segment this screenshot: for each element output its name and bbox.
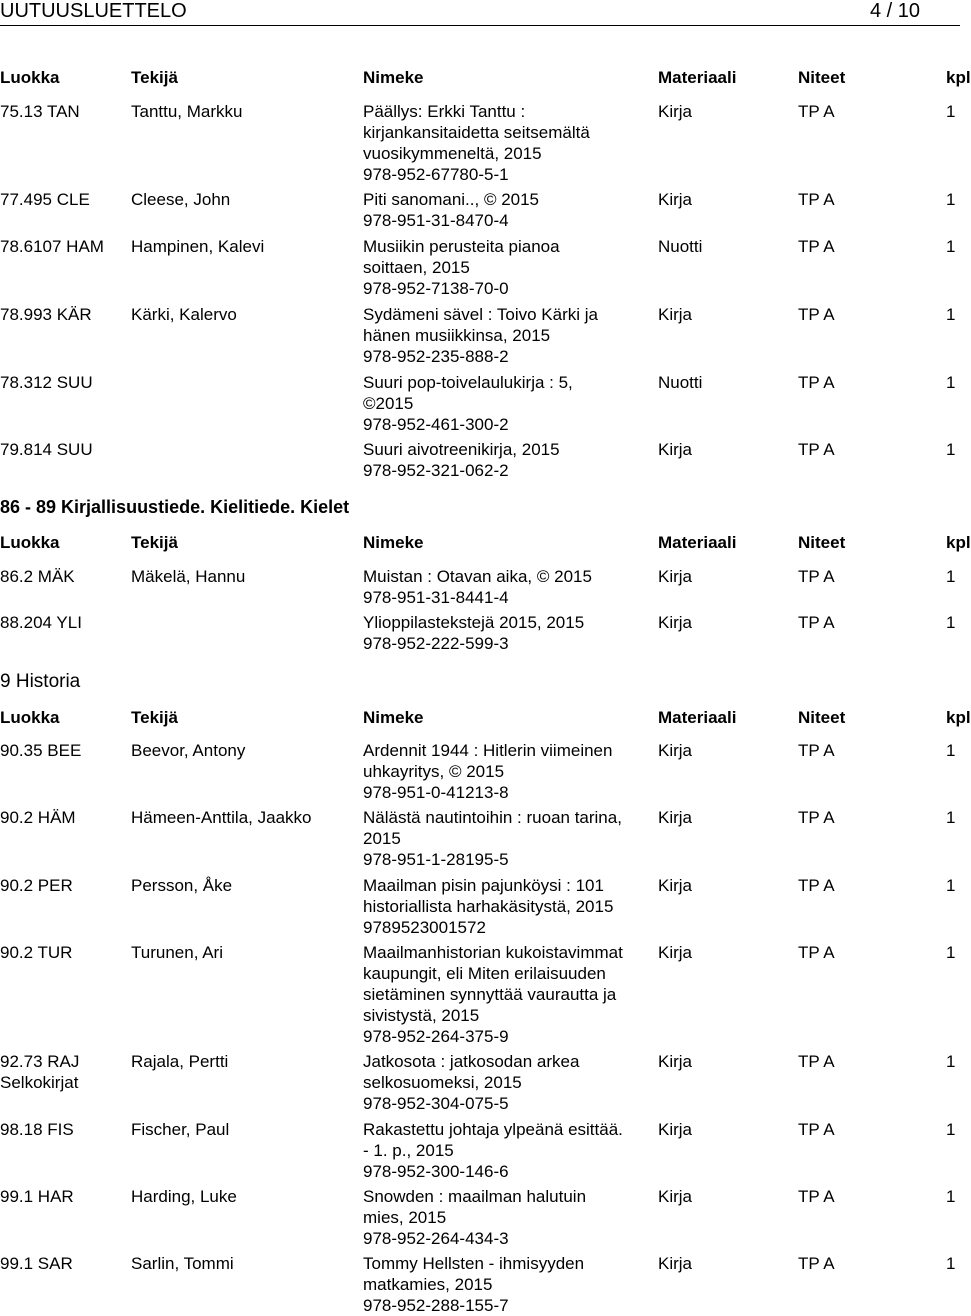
class-code xyxy=(0,807,76,828)
author: Turunen, Ari xyxy=(131,943,223,962)
count: 1 xyxy=(946,373,956,392)
column-luokka: Luokka xyxy=(0,68,60,87)
title-line: soittaen, 2015 xyxy=(363,258,470,277)
column-materiaali: Materiaali xyxy=(658,68,737,87)
count: 1 xyxy=(946,1120,956,1139)
count: 1 xyxy=(946,440,956,459)
title xyxy=(363,1186,586,1249)
column-header xyxy=(0,533,971,555)
title-line: 2015 xyxy=(363,829,401,848)
title-line: vuosikymmeneltä, 2015 xyxy=(363,144,542,163)
count: 1 xyxy=(946,613,956,632)
class-code-line: 99.1 SAR xyxy=(0,1254,73,1273)
column-nimeke: Nimeke xyxy=(363,708,424,727)
location: TP A xyxy=(798,102,835,121)
title-line: Musiikin perusteita pianoa xyxy=(363,237,560,256)
title-line: ©2015 xyxy=(363,394,414,413)
author: Persson, Åke xyxy=(131,876,233,895)
column-luokka: Luokka xyxy=(0,708,60,727)
class-code-line: 86.2 MÄK xyxy=(0,567,75,586)
title xyxy=(363,236,560,299)
material: Kirja xyxy=(658,876,693,895)
class-code xyxy=(0,1119,74,1140)
material: Kirja xyxy=(658,741,693,760)
count: 1 xyxy=(946,943,956,962)
location: TP A xyxy=(798,567,835,586)
count: 1 xyxy=(946,1052,956,1071)
class-code-line: 79.814 SUU xyxy=(0,440,93,459)
count: 1 xyxy=(946,305,956,324)
class-code xyxy=(0,875,73,896)
class-code-line: 90.2 TUR xyxy=(0,943,73,962)
title-line: Päällys: Erkki Tanttu : xyxy=(363,102,526,121)
title-line: 978-952-7138-70-0 xyxy=(363,279,509,298)
column-tekija: Tekijä xyxy=(131,68,178,87)
author: Sarlin, Tommi xyxy=(131,1254,234,1273)
material: Kirja xyxy=(658,102,693,121)
title xyxy=(363,740,612,803)
title-line: kirjankansitaidetta seitsemältä xyxy=(363,123,590,142)
location: TP A xyxy=(798,1120,835,1139)
location: TP A xyxy=(798,373,835,392)
title-line: uhkayritys, © 2015 xyxy=(363,762,505,781)
title-line: kaupungit, eli Miten erilaisuuden xyxy=(363,964,606,983)
title xyxy=(363,875,613,938)
material: Kirja xyxy=(658,808,693,827)
count: 1 xyxy=(946,102,956,121)
title-line: 978-952-67780-5-1 xyxy=(363,165,509,184)
class-code-line: 98.18 FIS xyxy=(0,1120,74,1139)
title-line: Maailman pisin pajunköysi : 101 xyxy=(363,876,604,895)
class-code xyxy=(0,942,72,963)
author: Hampinen, Kalevi xyxy=(131,237,265,256)
title-line: 978-951-31-8470-4 xyxy=(363,211,509,230)
location: TP A xyxy=(798,943,835,962)
title-line: hänen musiikkinsa, 2015 xyxy=(363,326,551,345)
material: Kirja xyxy=(658,1187,693,1206)
title-line: 978-952-264-434-3 xyxy=(363,1229,509,1248)
column-tekija: Tekijä xyxy=(131,708,178,727)
count: 1 xyxy=(946,567,956,586)
material: Kirja xyxy=(658,440,693,459)
title-line: 978-952-288-155-7 xyxy=(363,1296,509,1315)
class-code xyxy=(0,740,81,761)
title-line: matkamies, 2015 xyxy=(363,1275,493,1294)
location: TP A xyxy=(798,1254,835,1273)
column-tekija: Tekijä xyxy=(131,533,178,552)
section-heading: 86 - 89 Kirjallisuustiede. Kielitiede. Kielet xyxy=(0,497,350,517)
author: Harding, Luke xyxy=(131,1187,237,1206)
title-line: Ylioppilastekstejä 2015, 2015 xyxy=(363,613,585,632)
title-line: Tommy Hellsten - ihmisyyden xyxy=(363,1254,585,1273)
material: Kirja xyxy=(658,1254,693,1273)
class-code xyxy=(0,612,82,633)
class-code-line: 78.993 KÄR xyxy=(0,305,92,324)
title-line: 978-951-0-41213-8 xyxy=(363,783,509,802)
title-line: - 1. p., 2015 xyxy=(363,1141,454,1160)
location: TP A xyxy=(798,305,835,324)
title-line: selkosuomeksi, 2015 xyxy=(363,1073,522,1092)
column-materiaali: Materiaali xyxy=(658,533,737,552)
title-line: 978-952-235-888-2 xyxy=(363,347,509,366)
title-line: Nälästä nautintoihin : ruoan tarina, xyxy=(363,808,622,827)
location: TP A xyxy=(798,1187,835,1206)
author: Hämeen-Anttila, Jaakko xyxy=(131,808,312,827)
location: TP A xyxy=(798,613,835,632)
title-line: 978-952-461-300-2 xyxy=(363,415,509,434)
material: Kirja xyxy=(658,613,693,632)
class-code xyxy=(0,1186,74,1207)
column-materiaali: Materiaali xyxy=(658,708,737,727)
class-code-line: 88.204 YLI xyxy=(0,613,82,632)
count: 1 xyxy=(946,741,956,760)
count: 1 xyxy=(946,190,956,209)
header-rule xyxy=(0,25,960,26)
class-code-line: 99.1 HAR xyxy=(0,1187,74,1206)
column-nimeke: Nimeke xyxy=(363,533,424,552)
title-line: Ardennit 1944 : Hitlerin viimeinen xyxy=(363,741,613,760)
material: Kirja xyxy=(658,190,693,209)
class-code xyxy=(0,566,75,587)
title-line: Sydämeni sävel : Toivo Kärki ja xyxy=(363,305,598,324)
count: 1 xyxy=(946,237,956,256)
class-code xyxy=(0,1051,79,1093)
title xyxy=(363,942,623,1047)
title-line: Jatkosota : jatkosodan arkea xyxy=(363,1052,580,1071)
title-line: 978-952-264-375-9 xyxy=(363,1027,509,1046)
material: Kirja xyxy=(658,943,693,962)
author: Beevor, Antony xyxy=(131,741,246,760)
section-heading: 9 Historia xyxy=(0,671,81,692)
title-line: 9789523001572 xyxy=(363,918,486,937)
title-line: 978-952-304-075-5 xyxy=(363,1094,509,1113)
location: TP A xyxy=(798,237,835,256)
title-line: Suuri aivotreenikirja, 2015 xyxy=(363,440,560,459)
title-line: Muistan : Otavan aika, © 2015 xyxy=(363,567,592,586)
title-line: 978-952-321-062-2 xyxy=(363,461,509,480)
class-code-line: 90.35 BEE xyxy=(0,741,82,760)
class-code xyxy=(0,372,93,393)
title xyxy=(363,439,560,481)
class-code-line: 90.2 PER xyxy=(0,876,73,895)
title-line: 978-951-31-8441-4 xyxy=(363,588,509,607)
page-header xyxy=(0,0,960,22)
title xyxy=(363,1051,579,1114)
title xyxy=(363,807,622,870)
class-code-line: 92.73 RAJ xyxy=(0,1052,80,1071)
title-line: Piti sanomani.., © 2015 xyxy=(363,190,540,209)
class-code-line: 75.13 TAN xyxy=(0,102,80,121)
title xyxy=(363,372,573,435)
column-kpl: kpl xyxy=(946,533,971,552)
title-line: 978-951-1-28195-5 xyxy=(363,850,509,869)
title-line: mies, 2015 xyxy=(363,1208,447,1227)
count: 1 xyxy=(946,1254,956,1273)
title xyxy=(363,1119,623,1182)
title-line: Maailmanhistorian kukoistavimmat xyxy=(363,943,623,962)
author: Tanttu, Markku xyxy=(131,102,243,121)
class-code xyxy=(0,189,90,210)
title xyxy=(363,189,539,231)
title xyxy=(363,612,584,654)
title-line: Snowden : maailman halutuin xyxy=(363,1187,587,1206)
material: Kirja xyxy=(658,305,693,324)
location: TP A xyxy=(798,876,835,895)
material: Kirja xyxy=(658,1052,693,1071)
location: TP A xyxy=(798,808,835,827)
author: Mäkelä, Hannu xyxy=(131,567,246,586)
location: TP A xyxy=(798,1052,835,1071)
count: 1 xyxy=(946,876,956,895)
class-code-line: 77.495 CLE xyxy=(0,190,90,209)
page-title: UUTUUSLUETTELO xyxy=(0,0,187,22)
column-header xyxy=(0,68,971,90)
column-luokka: Luokka xyxy=(0,533,60,552)
column-kpl: kpl xyxy=(946,68,971,87)
class-code-line: 78.6107 HAM xyxy=(0,237,104,256)
column-kpl: kpl xyxy=(946,708,971,727)
title-line: historiallista harhakäsitystä, 2015 xyxy=(363,897,614,916)
class-code xyxy=(0,101,80,122)
count: 1 xyxy=(946,1187,956,1206)
title-line: Rakastettu johtaja ylpeänä esittää. xyxy=(363,1120,623,1139)
title-line: Suuri pop-toivelaulukirja : 5, xyxy=(363,373,573,392)
author: Kärki, Kalervo xyxy=(131,305,237,324)
material: Nuotti xyxy=(658,237,703,256)
title-line: sietäminen synnyttää vaurautta ja xyxy=(363,985,617,1004)
column-niteet: Niteet xyxy=(798,68,846,87)
author: Fischer, Paul xyxy=(131,1120,230,1139)
location: TP A xyxy=(798,190,835,209)
class-code xyxy=(0,236,104,257)
material: Nuotti xyxy=(658,373,703,392)
column-niteet: Niteet xyxy=(798,708,846,727)
class-code-line: 90.2 HÄM xyxy=(0,808,76,827)
material: Kirja xyxy=(658,567,693,586)
column-nimeke: Nimeke xyxy=(363,68,424,87)
author: Cleese, John xyxy=(131,190,231,209)
title-line: sivistystä, 2015 xyxy=(363,1006,480,1025)
title xyxy=(363,1253,584,1316)
class-code xyxy=(0,439,93,460)
count: 1 xyxy=(946,808,956,827)
class-code xyxy=(0,1253,73,1274)
class-code-line: 78.312 SUU xyxy=(0,373,93,392)
title xyxy=(363,304,598,367)
title xyxy=(363,101,590,185)
location: TP A xyxy=(798,741,835,760)
title xyxy=(363,566,592,608)
column-header xyxy=(0,708,971,730)
class-code-line: Selkokirjat xyxy=(0,1073,79,1092)
material: Kirja xyxy=(658,1120,693,1139)
page-number: 4 / 10 xyxy=(870,0,921,22)
column-niteet: Niteet xyxy=(798,533,846,552)
title-line: 978-952-222-599-3 xyxy=(363,634,509,653)
location: TP A xyxy=(798,440,835,459)
title-line: 978-952-300-146-6 xyxy=(363,1162,509,1181)
class-code xyxy=(0,304,92,325)
author: Rajala, Pertti xyxy=(131,1052,229,1071)
